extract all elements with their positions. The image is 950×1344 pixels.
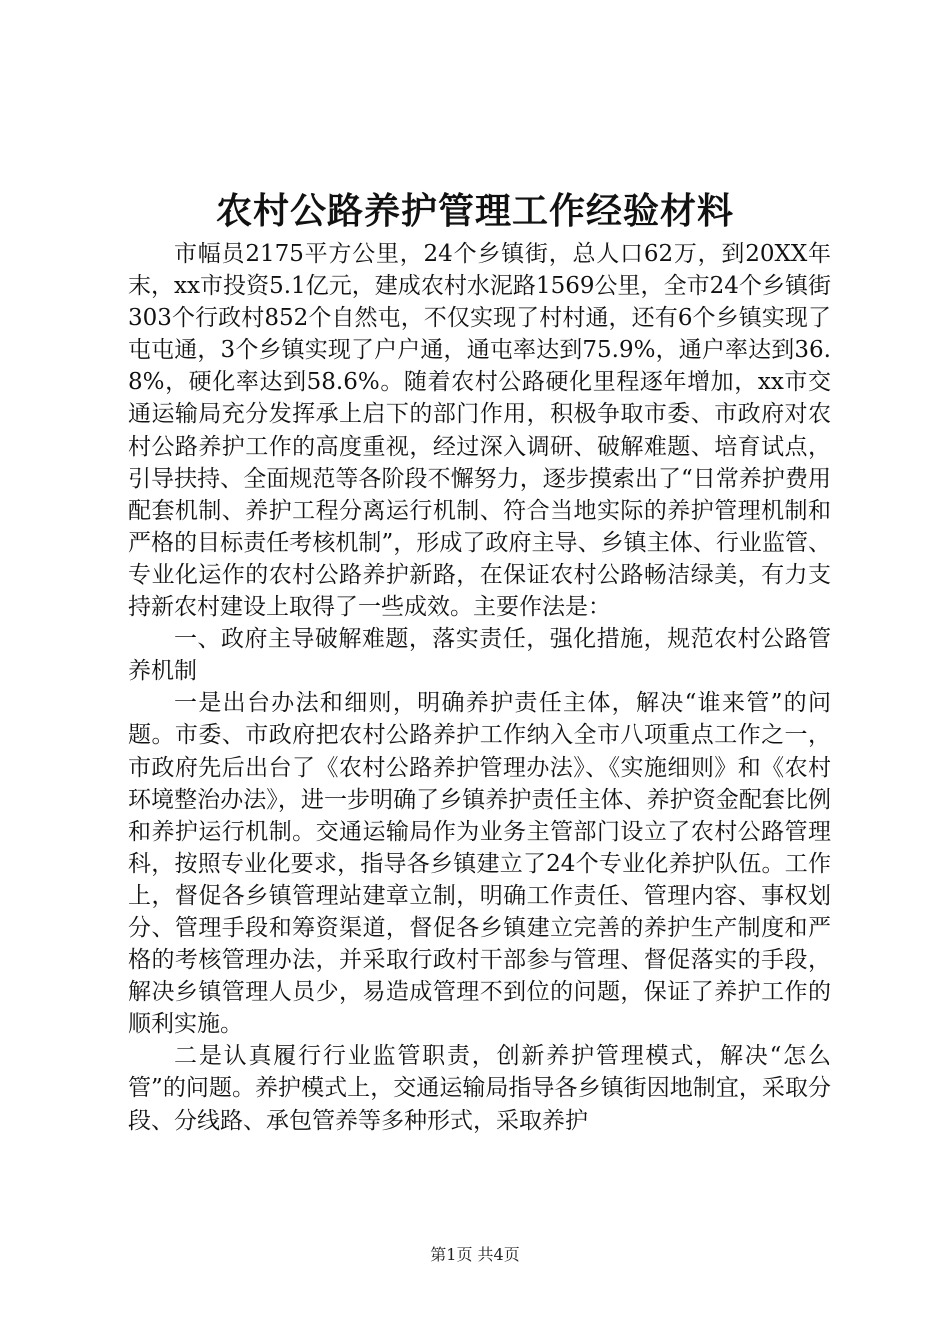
paragraph-intro: 市幅员2175平方公里，24个乡镇街，总人口62万，到20XX年末，xx市投资5.1亿元，建成农村水泥路1569公里，全市24个乡镇街303个行政村852个自然屯，不仅实现了村村通，还有6个乡镇实现了屯屯通，3个乡镇实现了户户通，通屯率达到75.9%，通户率达到36.8%，硬化率达到58.6%。随着农村公路硬化里程逐年增加，xx市交通运输局充分发挥承上启下的部门作用，积极争取市委、市政府对农村公路养护工作的高度重视，经过深入调研、破解难题、培育试点，引导扶持、全面规范等各阶段不懈努力，逐步摸索出了“日常养护费用配套机制、养护工程分离运行机制、符合当地实际的养护管理机制和严格的目标责任考核机制”，形成了政府主导、乡镇主体、行业监管、专业化运作的农村公路养护新路，在保证农村公路畅洁绿美，有力支持新农村建设上取得了一些成效。主要作法是： [128,241,831,621]
page-number-footer: 第1页 共4页 [430,1245,520,1264]
document-body [128,238,831,1137]
paragraph-point-one: 一是出台办法和细则，明确养护责任主体，解决“谁来管”的问题。市委、市政府把农村公路养护工作纳入全市八项重点工作之一，市政府先后出台了《农村公路养护管理办法》、《实施细则》和《农村环境整治办法》，进一步明确了乡镇养护责任主体、养护资金配套比例和养护运行机制。交通运输局作为业务主管部门设立了农村公路管理科，按照专业化要求，指导各乡镇建立了24个专业化养护队伍。工作上，督促各乡镇管理站建章立制，明确工作责任、管理内容、事权划分、管理手段和筹资渠道，督促各乡镇建立完善的养护生产制度和严格的考核管理办法，并采取行政村干部参与管理、督促落实的手段，解决乡镇管理人员少，易造成管理不到位的问题，保证了养护工作的顺利实施。 [128,690,831,1038]
paragraph-point-two: 二是认真履行行业监管职责，创新养护管理模式，解决“怎么管”的问题。养护模式上，交通运输局指导各乡镇街因地制宜，采取分段、分线路、承包管养等多种形式，采取养护 [128,1043,831,1134]
document-title: 农村公路养护管理工作经验材料 [215,190,734,232]
paragraph-section-heading: 一、政府主导破解难题，落实责任，强化措施，规范农村公路管养机制 [128,626,831,685]
